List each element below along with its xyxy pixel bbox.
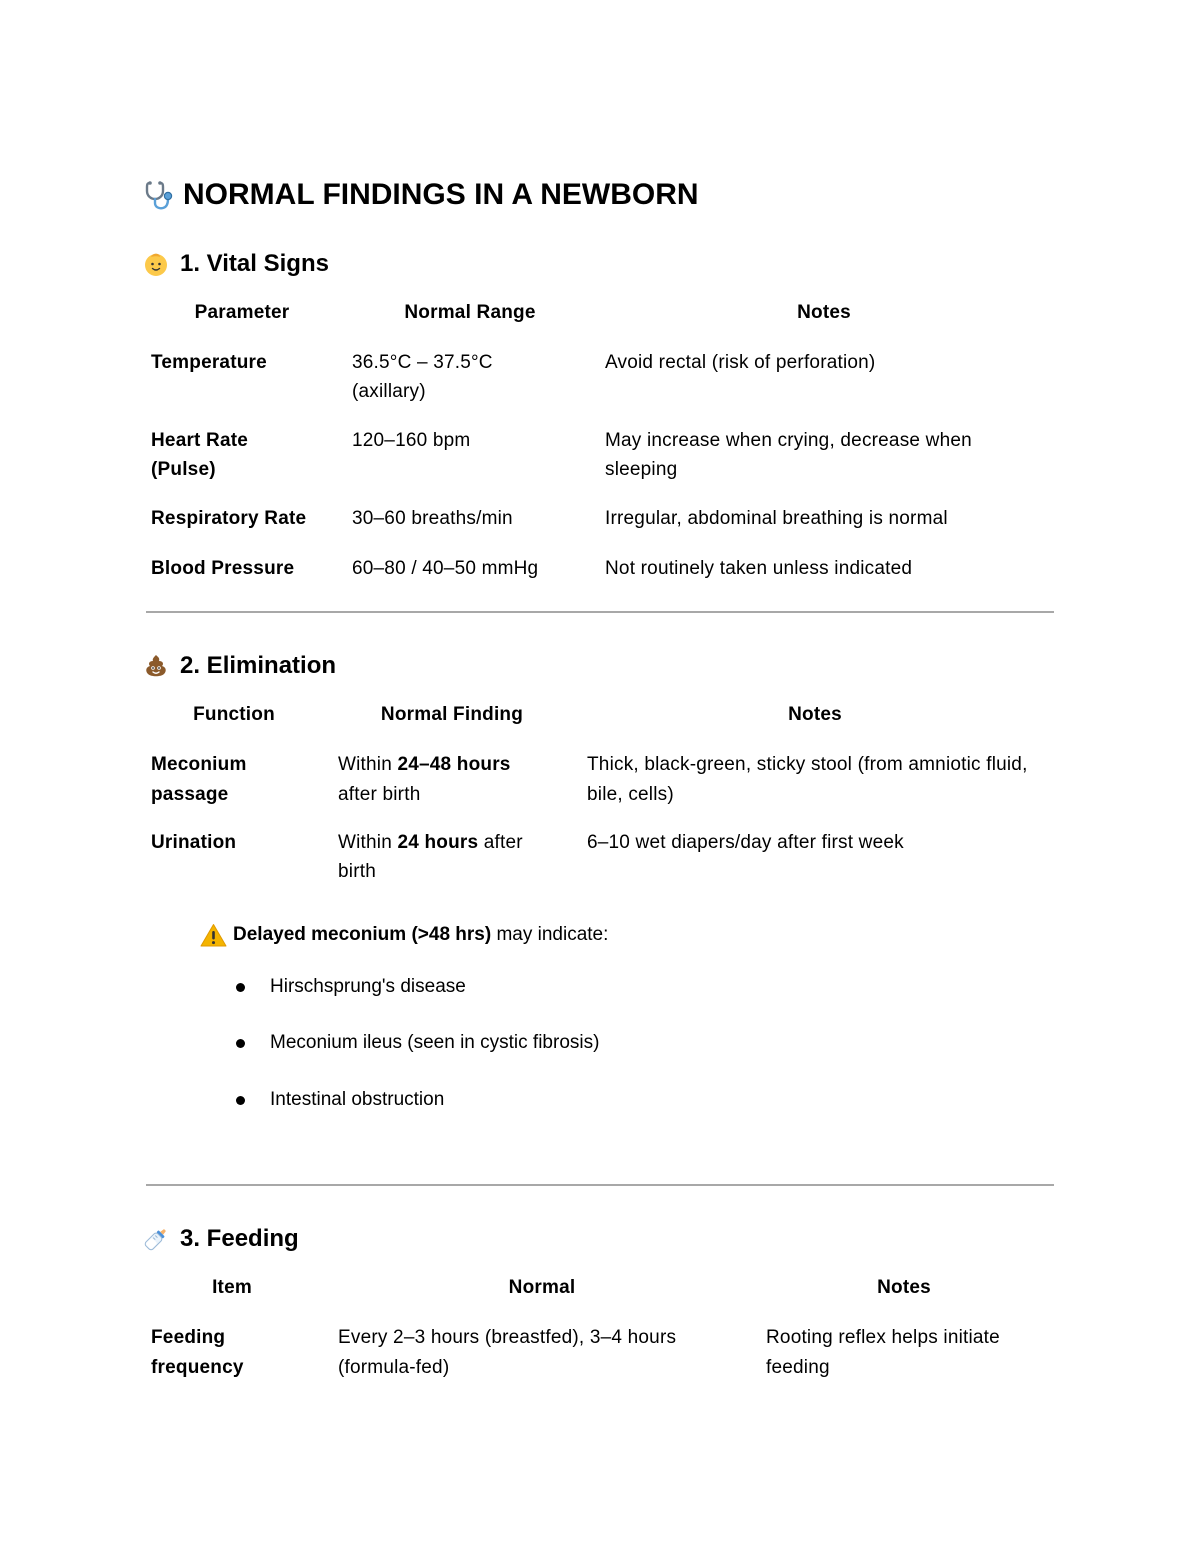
table-cell: Within 24–48 hours after birth [338, 754, 511, 805]
column-header: Function [193, 704, 275, 725]
bullet-dot-icon [236, 1039, 245, 1048]
list-item: Intestinal obstruction [236, 1087, 444, 1113]
table-cell: 30–60 breaths/min [352, 508, 513, 529]
table-cell: Avoid rectal (risk of perforation) [605, 352, 876, 373]
column-header: Normal Finding [380, 704, 524, 725]
table-cell: Within 24 hours after birth [338, 832, 523, 882]
page-title [143, 175, 699, 215]
table-row-label: Meconium passage [151, 754, 247, 805]
warning-icon [200, 923, 227, 947]
warning-text: may indicate: [491, 924, 609, 945]
table-cell: 120–160 bpm [352, 430, 471, 451]
section-divider [146, 611, 1054, 613]
column-header: Parameter [194, 302, 290, 323]
table-cell: Irregular, abdominal breathing is normal [605, 508, 948, 529]
table-cell: Rooting reflex helps initiate feeding [766, 1327, 1000, 1378]
table-cell: Not routinely taken unless indicated [605, 558, 913, 579]
table-cell: 6–10 wet diapers/day after first week [587, 832, 904, 853]
baby-icon [143, 251, 169, 277]
section-heading-text: 1. Vital Signs [180, 250, 329, 277]
table-row-label: Urination [151, 832, 237, 853]
column-header: Notes [788, 704, 842, 725]
table-row-label: Feeding frequency [151, 1327, 244, 1378]
warning-note [200, 921, 608, 949]
table-cell: Thick, black-green, sticky stool (from amniotic fluid, bile, cells) [587, 754, 1028, 805]
table-cell: Every 2–3 hours (breastfed), 3–4 hours (formula-fed) [338, 1327, 677, 1378]
section-heading-elimination [143, 650, 336, 682]
section-heading-vital-signs [143, 248, 329, 280]
bullet-dot-icon [236, 983, 245, 992]
column-header: Notes [877, 1277, 931, 1298]
section-heading-text: 2. Elimination [180, 652, 337, 679]
column-header: Normal [508, 1277, 576, 1298]
table-cell: 36.5°C – 37.5°C (axillary) [352, 352, 493, 402]
column-header: Item [212, 1277, 252, 1298]
table-cell: May increase when crying, decrease when sleeping [605, 430, 972, 480]
page-title-text: NORMAL FINDINGS IN A NEWBORN [183, 178, 699, 211]
table-row-label: Heart Rate (Pulse) [151, 430, 249, 480]
stethoscope-icon [143, 179, 175, 211]
bullet-dot-icon [236, 1096, 245, 1105]
table-cell: 60–80 / 40–50 mmHg [352, 558, 539, 579]
table-row-label: Temperature [151, 352, 267, 373]
section-heading-text: 3. Feeding [180, 1225, 299, 1252]
table-row-label: Blood Pressure [151, 558, 295, 579]
column-header: Notes [797, 302, 851, 323]
table-row-label: Respiratory Rate [151, 508, 307, 529]
section-divider [146, 1184, 1054, 1186]
list-item: Hirschsprung's disease [236, 974, 466, 1000]
baby-bottle-icon [143, 1226, 169, 1252]
poop-icon [143, 653, 169, 679]
column-header: Normal Range [404, 302, 536, 323]
warning-bold: Delayed meconium (>48 hrs) [233, 924, 492, 945]
section-heading-feeding [143, 1223, 299, 1255]
list-item: Meconium ileus (seen in cystic fibrosis) [236, 1030, 599, 1056]
